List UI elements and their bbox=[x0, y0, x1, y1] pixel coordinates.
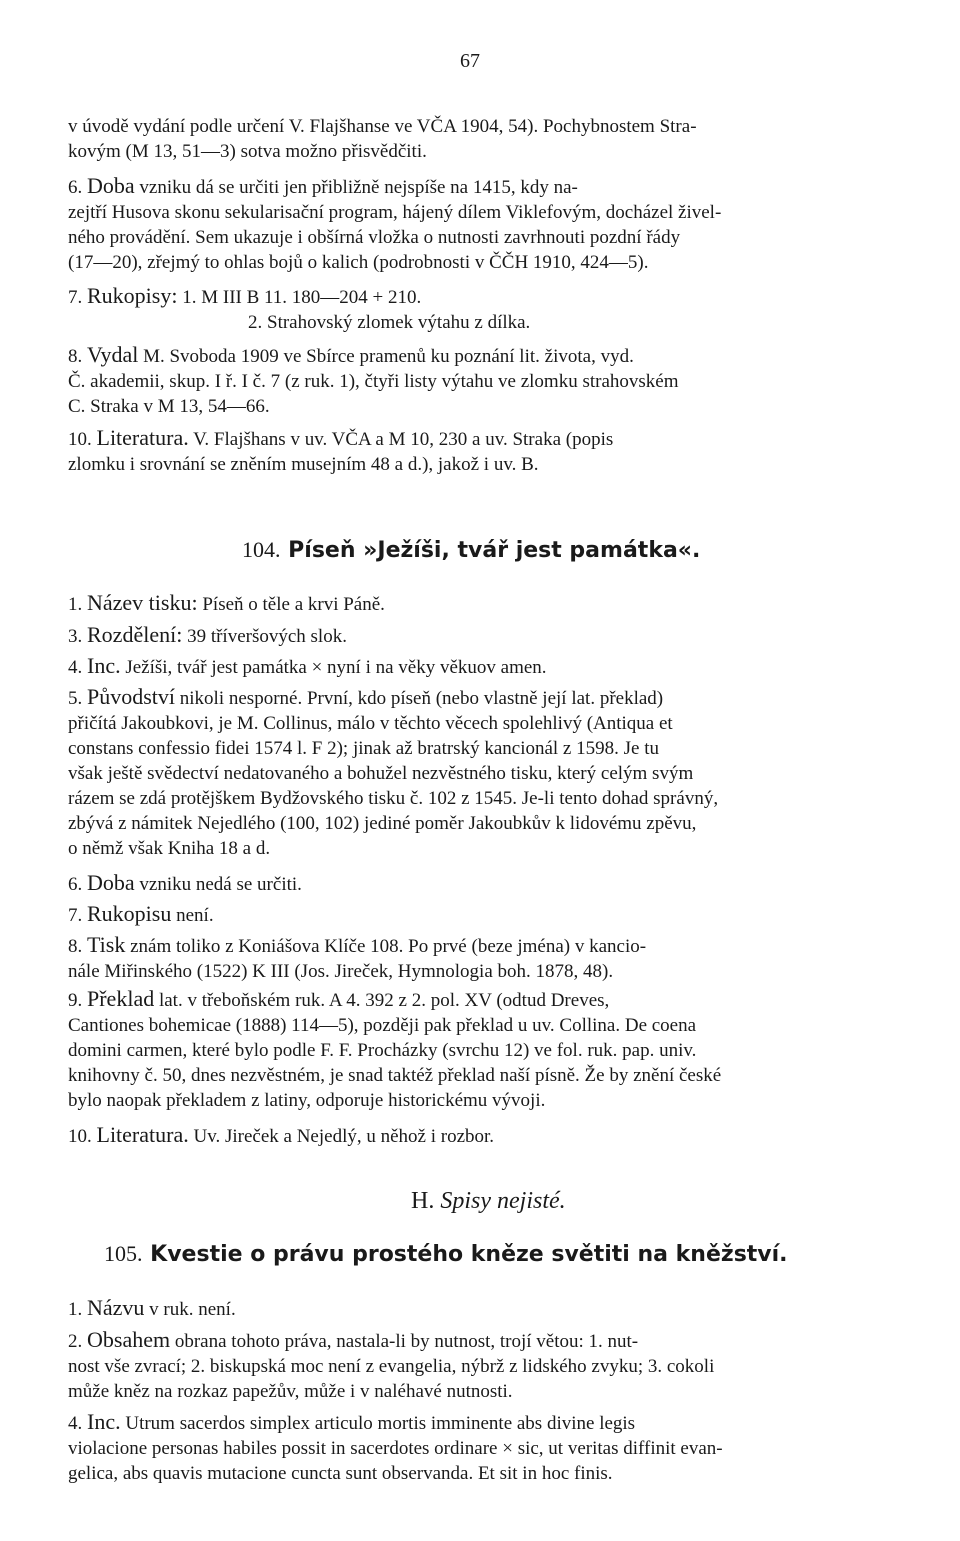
text-line: kovým (M 13, 51—3) sotva možno přisvědčiti. bbox=[68, 141, 427, 162]
entry-104-item-5 bbox=[68, 684, 898, 861]
item-label: Překlad bbox=[87, 986, 155, 1011]
text-line: lat. v třeboňském ruk. A 4. 392 z 2. pol. XV (odtud Dreves, bbox=[154, 990, 610, 1011]
text-line: o němž však Kniha 18 a d. bbox=[68, 838, 271, 859]
item-7-rukopisy bbox=[68, 283, 898, 335]
item-label: Literatura. bbox=[96, 425, 189, 450]
entry-105-item-4 bbox=[68, 1409, 898, 1486]
item-8-vydal bbox=[68, 342, 898, 419]
item-number: 10. bbox=[68, 429, 92, 450]
document-page bbox=[68, 0, 898, 1541]
entry-104-item-10 bbox=[68, 1122, 898, 1149]
text-line: Č. akademii, skup. I ř. I č. 7 (z ruk. 1), čtyři listy výtahu ve zlomku strahovském bbox=[68, 371, 679, 392]
entry-title: Kvestie o právu prostého kněze světiti na kněžství. bbox=[150, 1242, 788, 1267]
item-number: 5. bbox=[68, 688, 83, 709]
text-line: constans confessio fidei 1574 l. F 2); jinak až bratrský kancionál z 1598. Je tu bbox=[68, 738, 659, 759]
text-line: Cantiones bohemicae (1888) 114—5), později pak překlad u uv. Collina. De coena bbox=[68, 1015, 697, 1036]
text-line: nost vše zvrací; 2. biskupská moc není z evangelia, nýbrž z lidského zvyku; 3. cokoli bbox=[68, 1356, 715, 1377]
text-line: znám toliko z Koniášova Klíče 108. Po prvé (beze jména) v kancio- bbox=[125, 936, 647, 957]
entry-104-heading bbox=[242, 537, 700, 563]
entry-number: 105. bbox=[104, 1241, 143, 1266]
text-line: v úvodě vydání podle určení V. Flajšhanse ve VČA 1904, 54). Pochybnostem Stra- bbox=[68, 116, 697, 137]
text-line: V. Flajšhans v uv. VČA a M 10, 230 a uv. Straka (popis bbox=[188, 429, 614, 450]
item-text: Píseň o těle a krvi Páně. bbox=[197, 594, 385, 615]
item-text: není. bbox=[171, 905, 214, 926]
item-label: Doba bbox=[87, 870, 135, 895]
entry-105-heading bbox=[104, 1241, 788, 1267]
item-number: 4. bbox=[68, 657, 83, 678]
text-line: ného provádění. Sem ukazuje i obšírná vložka o nutnosti zavrhnouti pozdní řády bbox=[68, 227, 681, 248]
item-label: Inc. bbox=[87, 653, 121, 678]
section-title: Spisy nejisté. bbox=[440, 1188, 566, 1214]
text-line: 1. M III B 11. 180—204 + 210. bbox=[177, 287, 422, 308]
item-number: 10. bbox=[68, 1126, 92, 1147]
item-text: v ruk. není. bbox=[144, 1299, 236, 1320]
item-label: Původství bbox=[87, 684, 176, 709]
item-10-literatura bbox=[68, 425, 898, 477]
item-number: 4. bbox=[68, 1413, 83, 1434]
item-label: Rozdělení: bbox=[87, 622, 183, 647]
text-line: C. Straka v M 13, 54—66. bbox=[68, 396, 270, 417]
page-number: 67 bbox=[460, 50, 480, 72]
text-line: violacione personas habiles possit in sacerdotes ordinare × sic, ut veritas diffinit evan- bbox=[68, 1438, 723, 1459]
item-label: Rukopisu bbox=[87, 901, 172, 926]
item-number: 8. bbox=[68, 346, 83, 367]
text-line: rázem se zdá protějškem Bydžovského tisku č. 102 z 1545. Je-li tento dohad správný, bbox=[68, 788, 719, 809]
entry-105-item-2 bbox=[68, 1327, 898, 1404]
text-line: však ještě svědectví nedatovaného a bohužel nezvěstného tisku, který celým svým bbox=[68, 763, 694, 784]
section-heading bbox=[411, 1188, 566, 1215]
item-number: 8. bbox=[68, 936, 83, 957]
item-text: Ježíši, tvář jest památka × nyní i na věky věkuov amen. bbox=[120, 657, 547, 678]
text-line: zbývá z námitek Nejedlého (100, 102) jediné poměr Jakoubkův k lidovému zpěvu, bbox=[68, 813, 697, 834]
entry-104-item-8 bbox=[68, 932, 898, 984]
continuation-paragraph bbox=[68, 114, 898, 164]
item-label: Rukopisy: bbox=[87, 283, 178, 308]
text-line: nále Miřinského (1522) K III (Jos. Jireček, Hymnologia boh. 1878, 48). bbox=[68, 961, 614, 982]
item-label: Inc. bbox=[87, 1409, 121, 1434]
item-label: Tisk bbox=[87, 932, 126, 957]
text-line: bylo naopak překladem z latiny, odporuje historickému vývoji. bbox=[68, 1090, 546, 1111]
item-number: 1. bbox=[68, 1299, 83, 1320]
entry-number: 104. bbox=[242, 537, 281, 562]
text-line: zlomku i srovnání se zněním musejním 48 a d.), jakož i uv. B. bbox=[68, 454, 539, 475]
item-number: 6. bbox=[68, 874, 83, 895]
item-text: 39 tříveršových slok. bbox=[182, 626, 347, 647]
entry-104-item-3 bbox=[68, 622, 898, 649]
item-label: Vydal bbox=[87, 342, 139, 367]
text-line: M. Svoboda 1909 ve Sbírce pramenů ku poznání lit. života, vyd. bbox=[138, 346, 634, 367]
entry-104-item-4 bbox=[68, 653, 898, 680]
item-number: 9. bbox=[68, 990, 83, 1011]
text-line: (17—20), zřejmý to ohlas bojů o kalich (podrobnosti v ČČH 1910, 424—5). bbox=[68, 252, 649, 273]
item-number: 2. bbox=[68, 1331, 83, 1352]
item-6-doba bbox=[68, 173, 898, 275]
item-label: Obsahem bbox=[87, 1327, 171, 1352]
item-text: vzniku nedá se určiti. bbox=[134, 874, 302, 895]
entry-title: Píseň »Ježíši, tvář jest památka«. bbox=[288, 538, 701, 563]
item-label: Názvu bbox=[87, 1295, 145, 1320]
entry-105-item-1 bbox=[68, 1295, 898, 1322]
text-line: vzniku dá se určiti jen přibližně nejspíše na 1415, kdy na- bbox=[134, 177, 578, 198]
text-line: Utrum sacerdos simplex articulo mortis imminente abs divine legis bbox=[120, 1413, 636, 1434]
item-number: 1. bbox=[68, 594, 83, 615]
item-label: Název tisku: bbox=[87, 590, 198, 615]
entry-104-item-7 bbox=[68, 901, 898, 928]
item-text: Uv. Jireček a Nejedlý, u něhož i rozbor. bbox=[188, 1126, 495, 1147]
item-label: Literatura. bbox=[96, 1122, 189, 1147]
text-line: přičítá Jakoubkovi, je M. Collinus, málo v těchto věcech spolehlivý (Antiqua et bbox=[68, 713, 673, 734]
text-line: gelica, abs quavis mutacione cuncta sunt observanda. Et sit in hoc finis. bbox=[68, 1463, 613, 1484]
item-number: 3. bbox=[68, 626, 83, 647]
item-number: 7. bbox=[68, 905, 83, 926]
item-number: 6. bbox=[68, 177, 83, 198]
text-line: nikoli nesporné. První, kdo píseň (nebo vlastně její lat. překlad) bbox=[175, 688, 664, 709]
entry-104-item-9 bbox=[68, 986, 898, 1113]
text-line: obrana tohoto práva, nastala-li by nutnost, trojí větou: 1. nut- bbox=[170, 1331, 639, 1352]
text-line: zejtří Husova skonu sekularisační program, hájený dílem Viklefovým, docházel živel- bbox=[68, 202, 722, 223]
text-line: knihovny č. 50, dnes nezvěstném, je snad taktéž překlad naší písně. Že by znění české bbox=[68, 1065, 722, 1086]
item-label: Doba bbox=[87, 173, 135, 198]
entry-104-item-6 bbox=[68, 870, 898, 897]
entry-104-item-1 bbox=[68, 590, 898, 617]
section-letter: H. bbox=[411, 1188, 435, 1214]
text-line: 2. Strahovský zlomek výtahu z dílka. bbox=[248, 312, 531, 333]
item-number: 7. bbox=[68, 287, 83, 308]
text-line: může kněz na rozkaz papežův, může i v naléhavé nutnosti. bbox=[68, 1381, 513, 1402]
text-line: domini carmen, které bylo podle F. F. Procházky (svrchu 12) ve fol. ruk. pap. univ. bbox=[68, 1040, 697, 1061]
